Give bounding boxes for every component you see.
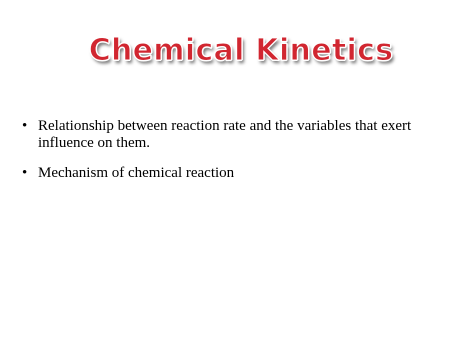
bullet-item bbox=[22, 165, 442, 182]
bullet-text: Mechanism of chemical reaction bbox=[38, 165, 235, 181]
bullet-text: Relationship between reaction rate and the variables that exert influence on them. bbox=[38, 118, 412, 151]
slide-title bbox=[0, 31, 450, 71]
bullet-marker: • bbox=[22, 165, 28, 181]
bullet-item bbox=[22, 118, 442, 152]
slide-title-text: Chemical Kinetics bbox=[88, 33, 394, 68]
bullet-marker: • bbox=[22, 118, 28, 134]
bullet-list bbox=[22, 118, 442, 195]
